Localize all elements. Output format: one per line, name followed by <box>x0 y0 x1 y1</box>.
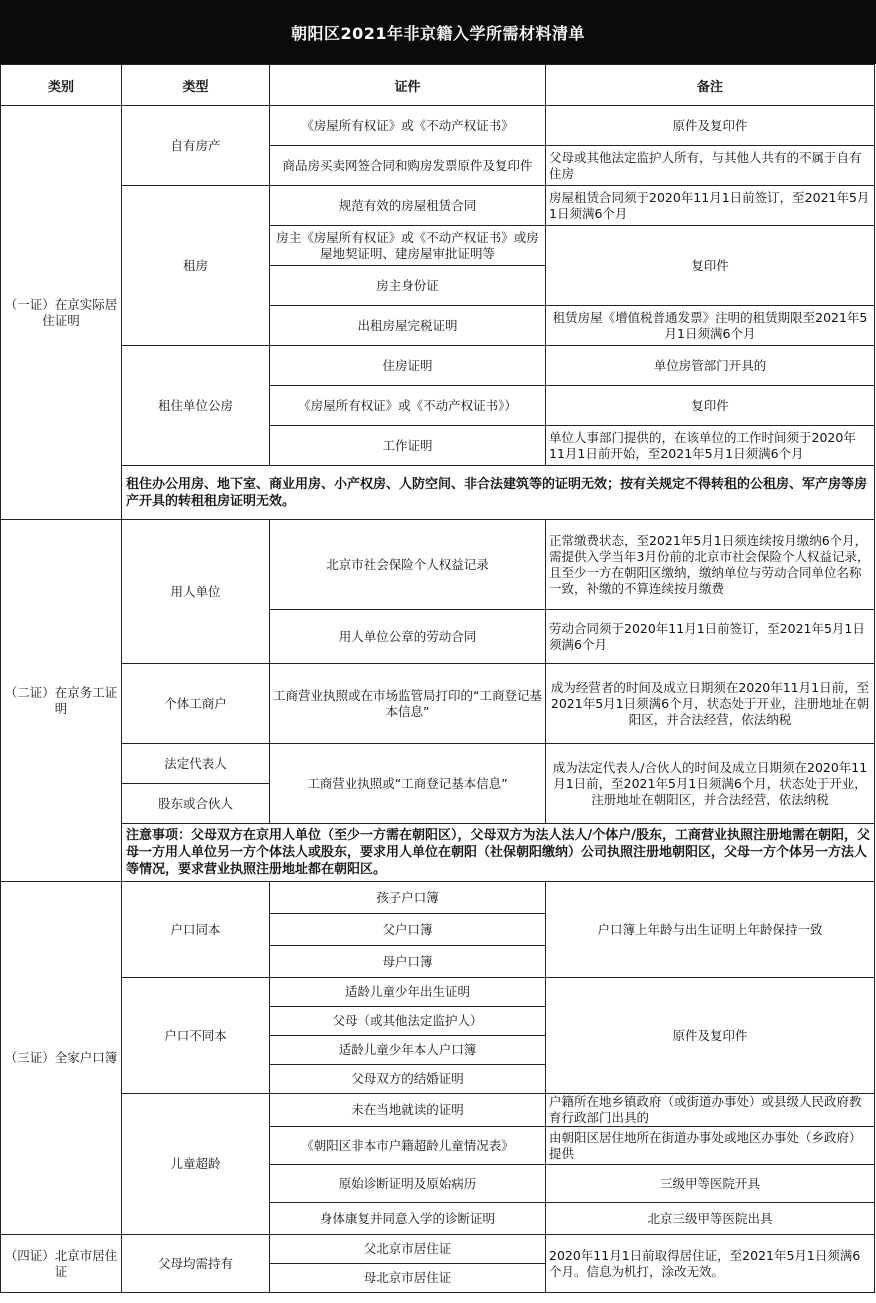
doc-not-enrolled: 未在当地就读的证明 <box>270 1094 546 1127</box>
page-title: 朝阳区2021年非京籍入学所需材料清单 <box>0 0 876 64</box>
type-same-register: 户口同本 <box>122 882 270 978</box>
doc-child-register: 孩子户口簿 <box>270 882 546 914</box>
type-overage: 儿童超龄 <box>122 1094 270 1235</box>
doc-parents-register: 父母（或其他法定监护人） <box>270 1007 546 1036</box>
doc-birth-cert: 适龄儿童少年出生证明 <box>270 978 546 1007</box>
doc-labor-contract: 用人单位公章的劳动合同 <box>270 610 546 664</box>
note-property-cert: 原件及复印件 <box>546 106 875 146</box>
doc-purchase-contract: 商品房买卖网签合同和购房发票原件及复印件 <box>270 146 546 186</box>
doc-business-license: 工商营业执照或在市场监管局打印的“工商登记基本信息” <box>270 664 546 744</box>
doc-diagnosis: 原始诊断证明及原始病历 <box>270 1165 546 1203</box>
note-original-copy: 原件及复印件 <box>546 978 875 1094</box>
doc-landlord-id: 房主身份证 <box>270 266 546 306</box>
doc-rent-tax: 出租房屋完税证明 <box>270 306 546 346</box>
doc-landlord-property: 房主《房屋所有权证》或《不动产权证书》或房屋地契证明、建房屋审批证明等 <box>270 226 546 266</box>
type-individual: 个体工商户 <box>122 664 270 744</box>
doc-work-proof: 工作证明 <box>270 426 546 466</box>
header-row <box>1 65 875 106</box>
header-category: 类别 <box>1 65 122 106</box>
type-unit-house: 租住单位公房 <box>122 346 270 466</box>
header-type: 类型 <box>122 65 270 106</box>
note-business-license: 成为经营者的时间及成立日期须在2020年11月1日前，至2021年5月1日须满6个月，状态处于开业，注册地址在朝阳区，并合法经营，依法纳税 <box>546 664 875 744</box>
type-own-house: 自有房产 <box>122 106 270 186</box>
note-overage-form: 由朝阳区居住地所在街道办事处或地区办事处（乡政府）提供 <box>546 1127 875 1165</box>
category-work-proof: （二证）在京务工证明 <box>1 520 122 882</box>
note-legal-license: 成为法定代表人/合伙人的时间及成立日期须在2020年11月1日前，至2021年5月1日须满6个月，状态处于开业，注册地址在朝阳区，并合法经营，依法纳税 <box>546 744 875 824</box>
type-employer: 用人单位 <box>122 520 270 664</box>
note-social-insurance: 正常缴费状态，至2021年5月1日须连续按月缴纳6个月，需提供入学当年3月份前的北京市社会保险个人权益记录，且至少一方在朝阳区缴纳，缴纳单位与劳动合同单位名称一致，补缴的不算连续按月缴费 <box>546 520 875 610</box>
doc-unit-property: 《房屋所有权证》或《不动产权证书》） <box>270 386 546 426</box>
note-not-enrolled: 户籍所在地乡镇政府（或街道办事处）或县级人民政府教育行政部门出具的 <box>546 1094 875 1127</box>
note-labor-contract: 劳动合同须于2020年11月1日前签订，至2021年5月1日须满6个月 <box>546 610 875 664</box>
note-housing-proof: 单位房管部门开具的 <box>546 346 875 386</box>
doc-father-register: 父户口簿 <box>270 914 546 946</box>
doc-recovery: 身体康复并同意入学的诊断证明 <box>270 1203 546 1235</box>
warning-work: 注意事项：父母双方在京用人单位（至少一方需在朝阳区），父母双方为法人法人/个体户/股东，工商营业执照注册地需在朝阳，父母一方用人单位另一方个体法人或股东，要求用人单位在朝阳（社保朝阳缴纳）公司执照注册地朝阳区，父母一方个体另一方法人等情况，要求营业执照注册地址都在朝阳区。 <box>122 824 875 882</box>
category-residence-proof: （一证）在京实际居住证明 <box>1 106 122 520</box>
note-unit-property: 复印件 <box>546 386 875 426</box>
note-register-age: 户口簿上年龄与出生证明上年龄保持一致 <box>546 882 875 978</box>
materials-table <box>0 64 874 1293</box>
doc-property-cert: 《房屋所有权证》或《不动产权证书》 <box>270 106 546 146</box>
type-legal-rep: 法定代表人 <box>122 744 270 784</box>
category-household: （三证）全家户口簿 <box>1 882 122 1235</box>
doc-marriage-cert: 父母双方的结婚证明 <box>270 1065 546 1094</box>
doc-overage-form: 《朝阳区非本市户籍超龄儿童情况表》 <box>270 1127 546 1165</box>
note-copy: 复印件 <box>546 226 875 306</box>
doc-lease-contract: 规范有效的房屋租赁合同 <box>270 186 546 226</box>
note-lease-contract: 房屋租赁合同须于2020年11月1日前签订，至2021年5月1日须满6个月 <box>546 186 875 226</box>
type-rent: 租房 <box>122 186 270 346</box>
header-document: 证件 <box>270 65 546 106</box>
doc-mother-register: 母户口簿 <box>270 946 546 978</box>
category-residence-permit: （四证）北京市居住证 <box>1 1235 122 1293</box>
doc-housing-proof: 住房证明 <box>270 346 546 386</box>
header-remark: 备注 <box>546 65 875 106</box>
note-work-proof: 单位人事部门提供的，在该单位的工作时间须于2020年11月1日前开始，至2021年5月1日须满6个月 <box>546 426 875 466</box>
doc-legal-license: 工商营业执照或“工商登记基本信息” <box>270 744 546 824</box>
note-purchase-contract: 父母或其他法定监护人所有，与其他人共有的不属于自有住房 <box>546 146 875 186</box>
doc-social-insurance: 北京市社会保险个人权益记录 <box>270 520 546 610</box>
doc-child-own-register: 适龄儿童少年本人户口簿 <box>270 1036 546 1065</box>
note-permit: 2020年11月1日前取得居住证，至2021年5月1日须满6个月。信息为机打，涂改无效。 <box>546 1235 875 1293</box>
warning-residence: 租住办公用房、地下室、商业用房、小产权房、人防空间、非合法建筑等的证明无效；按有关规定不得转租的公租房、军产房等房产开具的转租租房证明无效。 <box>122 466 875 520</box>
doc-mother-permit: 母北京市居住证 <box>270 1264 546 1293</box>
type-partner: 股东或合伙人 <box>122 784 270 824</box>
note-recovery: 北京三级甲等医院出具 <box>546 1203 875 1235</box>
type-diff-register: 户口不同本 <box>122 978 270 1094</box>
type-both-parents: 父母均需持有 <box>122 1235 270 1293</box>
doc-father-permit: 父北京市居住证 <box>270 1235 546 1264</box>
note-diagnosis: 三级甲等医院开具 <box>546 1165 875 1203</box>
note-rent-tax: 租赁房屋《增值税普通发票》注明的租赁期限至2021年5月1日须满6个月 <box>546 306 875 346</box>
